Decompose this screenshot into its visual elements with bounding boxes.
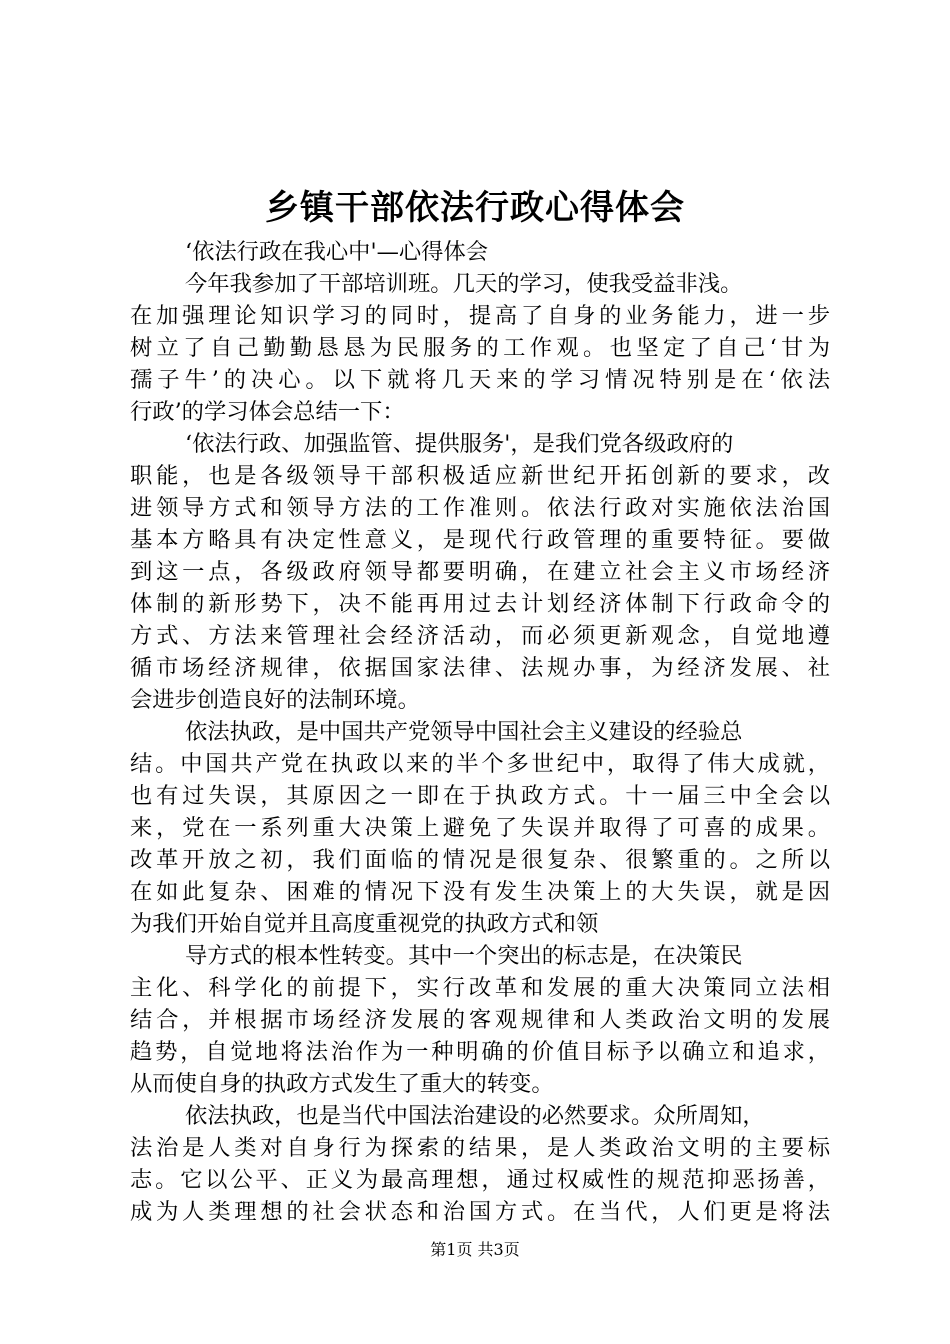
paragraph-line: 志。它以公平、正义为最高理想，通过权威性的规范抑恶扬善， bbox=[130, 1167, 830, 1193]
paragraph-line: 法治是人类对自身行为探索的结果，是人类政治文明的主要标 bbox=[130, 1135, 830, 1161]
paragraph-line: 导方式的根本性转变。其中一个突出的标志是，在决策民 bbox=[185, 943, 743, 969]
paragraph-line: 在加强理论知识学习的同时，提高了自身的业务能力，进一步 bbox=[130, 303, 830, 329]
document-title: 乡镇干部依法行政心得体会 bbox=[265, 188, 685, 228]
paragraph-line: 为我们开始自觉并且高度重视党的执政方式和领 bbox=[130, 911, 599, 937]
paragraph-line: 结合，并根据市场经济发展的客观规律和人类政治文明的发展 bbox=[130, 1007, 830, 1033]
paragraph-line: 到这一点，各级政府领导都要明确，在建立社会主义市场经济 bbox=[130, 559, 830, 585]
paragraph-line: 会进步创造良好的法制环境。 bbox=[130, 687, 420, 713]
paragraph-line: 方式、方法来管理社会经济活动，而必须更新观念，自觉地遵 bbox=[130, 623, 830, 649]
paragraph-line: ‘依法行政、加强监管、提供服务'，是我们党各级政府的 bbox=[185, 431, 734, 457]
paragraph-line: 在如此复杂、困难的情况下没有发生决策上的大失误，就是因 bbox=[130, 879, 830, 905]
paragraph-line: 结。中国共产党在执政以来的半个多世纪中，取得了伟大成就， bbox=[130, 751, 830, 777]
paragraph-line: 改革开放之初，我们面临的情况是很复杂、很繁重的。之所以 bbox=[130, 847, 830, 873]
subtitle-line: ‘依法行政在我心中'—心得体会 bbox=[185, 239, 489, 265]
paragraph-line: 树立了自己勤勤恳恳为民服务的工作观。也坚定了自己‘甘为 bbox=[130, 335, 830, 361]
paragraph-line: 职能，也是各级领导干部积极适应新世纪开拓创新的要求，改 bbox=[130, 463, 830, 489]
paragraph-line: 依法执政，是中国共产党领导中国社会主义建设的经验总 bbox=[185, 719, 743, 745]
paragraph-line: 依法执政，也是当代中国法治建设的必然要求。众所周知， bbox=[185, 1103, 765, 1129]
paragraph-line: 也有过失误，其原因之一即在于执政方式。十一届三中全会以 bbox=[130, 783, 830, 809]
paragraph-line: 成为人类理想的社会状态和治国方式。在当代，人们更是将法 bbox=[130, 1199, 830, 1225]
paragraph-line: 循市场经济规律，依据国家法律、法规办事，为经济发展、社 bbox=[130, 655, 830, 681]
document-body bbox=[130, 236, 830, 1228]
page-number-footer: 第1页 共3页 bbox=[430, 1240, 520, 1259]
paragraph-line: 孺子牛’的决心。以下就将几天来的学习情况特别是在‘依法 bbox=[130, 367, 830, 393]
paragraph-line: 体制的新形势下，决不能再用过去计划经济体制下行政命令的 bbox=[130, 591, 830, 617]
paragraph-line: 来，党在一系列重大决策上避免了失误并取得了可喜的成果。 bbox=[130, 815, 830, 841]
paragraph-line: 从而使自身的执政方式发生了重大的转变。 bbox=[130, 1071, 554, 1097]
paragraph-line: 基本方略具有决定性意义，是现代行政管理的重要特征。要做 bbox=[130, 527, 830, 553]
paragraph-line: 今年我参加了干部培训班。几天的学习，使我受益非浅。 bbox=[185, 271, 743, 297]
paragraph-line: 趋势，自觉地将法治作为一种明确的价值目标予以确立和追求， bbox=[130, 1039, 830, 1065]
paragraph-line: 行政’的学习体会总结一下： bbox=[130, 399, 405, 425]
paragraph-line: 主化、科学化的前提下，实行改革和发展的重大决策同立法相 bbox=[130, 975, 830, 1001]
paragraph-line: 进领导方式和领导方法的工作准则。依法行政对实施依法治国 bbox=[130, 495, 830, 521]
